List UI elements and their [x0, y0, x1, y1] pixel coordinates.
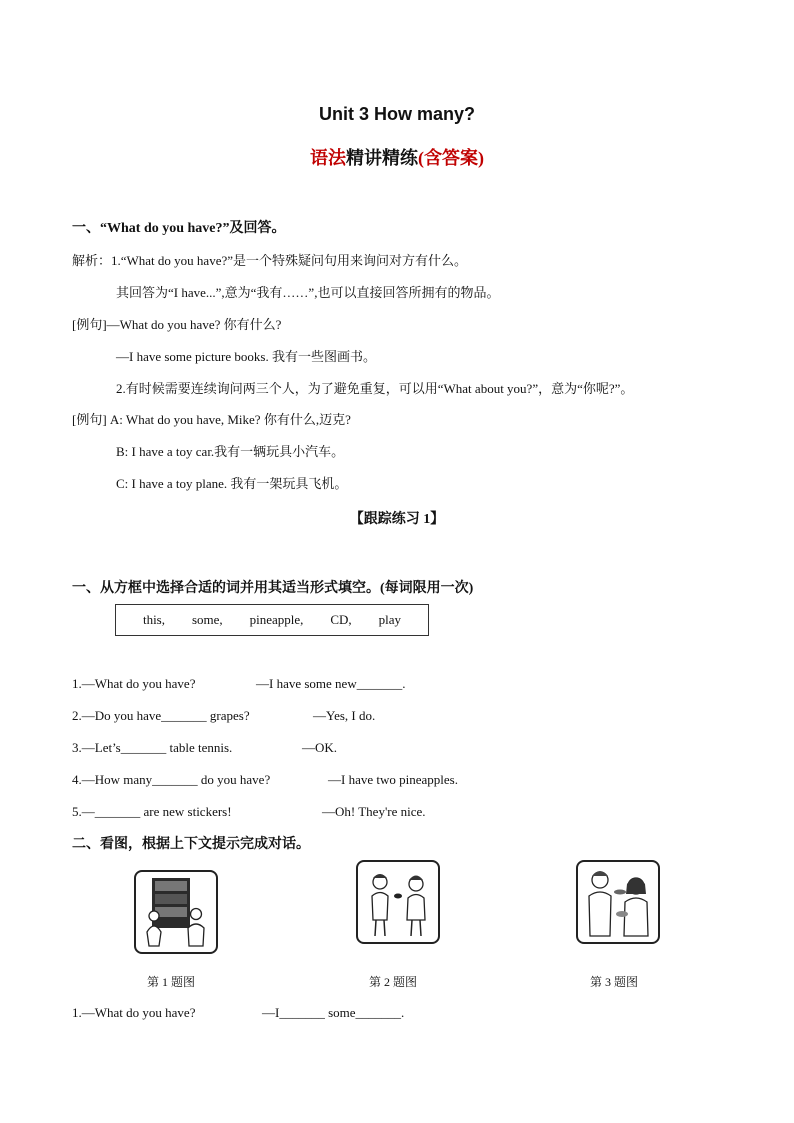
section1-heading: 一、“What do you have?”及回答。: [72, 221, 286, 236]
exercise1-item-3-answer: —OK.: [302, 740, 338, 755]
exercise1-heading: 一、从方框中选择合适的词并用其适当形式填空。(每词限用一次): [72, 581, 474, 596]
word-box-word: some,: [191, 612, 223, 627]
picture-2: [356, 860, 440, 944]
picture-3-caption: 第 3 题图: [590, 975, 639, 989]
exercise2-item-1-answer: —I_______ some_______.: [262, 1005, 405, 1020]
section1-line-5: 2.有时候需要连续询问两三个人，为了避免重复，可以用“What about you?”，意为“你呢?”。: [116, 381, 634, 396]
word-box-word: play: [378, 612, 402, 627]
section1-line-7: B: I have a toy car.我有一辆玩具小汽车。: [116, 444, 345, 459]
picture-1-caption: 第 1 题图: [147, 975, 196, 989]
page-title: Unit 3 How many?: [318, 104, 475, 124]
exercise2-heading: 二、看图，根据上下文提示完成对话。: [72, 837, 310, 852]
subtitle-part-answers: (含答案): [418, 148, 484, 168]
section1-line-2: 其回答为“I have...”,意为“我有……”,也可以直接回答所拥有的物品。: [116, 285, 500, 300]
word-box-word: pineapple,: [249, 612, 304, 627]
exercise1-item-2-answer: —Yes, I do.: [313, 708, 376, 723]
subtitle-part-practice: 精讲精练: [346, 148, 418, 168]
section1-line-3: [例句]—What do you have? 你有什么?: [72, 317, 282, 332]
word-box: [115, 604, 429, 636]
exercise1-item-5-question: 5.—_______ are new stickers!: [72, 804, 232, 819]
exercise1-item-2-question: 2.—Do you have_______ grapes?: [72, 708, 250, 723]
subtitle-part-grammar: 语法: [310, 148, 346, 168]
section1-line-6: [例句] A: What do you have, Mike? 你有什么,迈克?: [72, 412, 351, 427]
picture-2-caption: 第 2 题图: [369, 975, 418, 989]
exercise1-item-1-answer: —I have some new_______.: [256, 676, 406, 691]
word-box-word: this,: [142, 612, 165, 627]
picture-3: [576, 860, 660, 944]
exercise1-item-5-answer: —Oh! They're nice.: [322, 804, 426, 819]
practice-heading: 【跟踪练习 1】: [349, 512, 445, 527]
exercise1-item-4-question: 4.—How many_______ do you have?: [72, 772, 271, 787]
section1-line-4: —I have some picture books. 我有一些图画书。: [116, 349, 376, 364]
page-subtitle: [0, 144, 794, 170]
exercise1-item-1-question: 1.—What do you have?: [72, 676, 196, 691]
section1-line-8: C: I have a toy plane. 我有一架玩具飞机。: [116, 476, 348, 491]
exercise1-item-4-answer: —I have two pineapples.: [328, 772, 458, 787]
exercise1-item-3-question: 3.—Let’s_______ table tennis.: [72, 740, 233, 755]
exercise2-item-1-question: 1.—What do you have?: [72, 1005, 196, 1020]
section1-line-1: 解析：1.“What do you have?”是一个特殊疑问句用来询问对方有什么。: [72, 253, 468, 268]
word-box-word: CD,: [330, 612, 352, 627]
picture-1: [134, 870, 218, 954]
